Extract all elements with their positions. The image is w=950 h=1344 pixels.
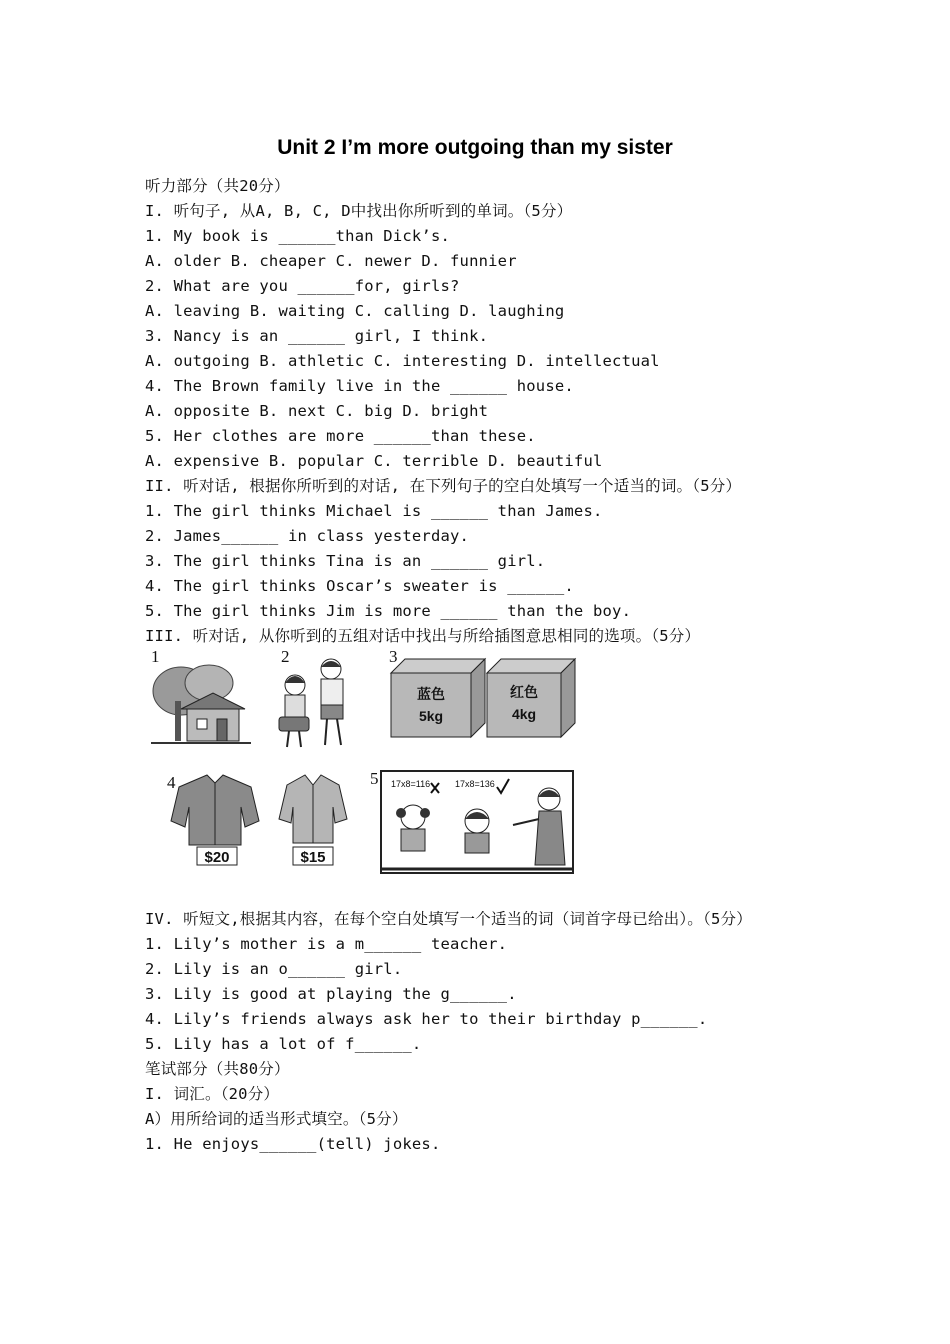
- weight-boxes-illustration: [389, 651, 579, 743]
- question-text: 4. The Brown family live in the ______ house.: [145, 377, 574, 395]
- house-tree-illustration: [151, 661, 251, 751]
- illustrations: [145, 649, 835, 907]
- question-text: 1. He enjoys______(tell) jokes.: [145, 1135, 441, 1153]
- figure-number: 2: [281, 647, 290, 666]
- board-equation: 17x8=136: [455, 779, 495, 789]
- box-weight-label: 4kg: [511, 706, 537, 722]
- page-title: Unit 2 I’m more outgoing than my sister: [277, 136, 673, 159]
- question-text: 4. The girl thinks Oscar’s sweater is ______.: [145, 577, 574, 595]
- vocabulary-heading: I. 词汇。（20分）: [145, 1085, 280, 1103]
- figure-number: 5: [370, 769, 379, 788]
- section-1-heading: I. 听句子, 从A, B, C, D中找出你所听到的单词。（5分）: [145, 202, 573, 220]
- part-a-heading: A）用所给词的适当形式填空。（5分）: [145, 1110, 408, 1128]
- question-text: 2. Lily is an o______ girl.: [145, 960, 403, 978]
- box-color-label: 蓝色: [417, 686, 445, 702]
- question-text: 4. Lily’s friends always ask her to their birthday p______.: [145, 1010, 708, 1028]
- question-options: A. opposite B. next C. big D. bright: [145, 402, 489, 420]
- question-text: 5. The girl thinks Jim is more ______ than the boy.: [145, 602, 632, 620]
- question-text: 3. Lily is good at playing the g______.: [145, 985, 517, 1003]
- price-label: $15: [300, 849, 326, 866]
- box-weight-label: 5kg: [418, 708, 444, 724]
- question-options: A. outgoing B. athletic C. interesting D. intellectual: [145, 352, 660, 370]
- question-text: 1. Lily’s mother is a m______ teacher.: [145, 935, 508, 953]
- jackets-illustration: [167, 771, 357, 867]
- figure-number: 4: [167, 773, 176, 792]
- question-text: 5. Lily has a lot of f______.: [145, 1035, 422, 1053]
- figure-number: 1: [151, 647, 160, 666]
- section-2-heading: II. 听对话, 根据你所听到的对话, 在下列句子的空白处填写一个适当的词。（5分）: [145, 477, 742, 495]
- question-text: 3. The girl thinks Tina is an ______ girl.: [145, 552, 546, 570]
- listening-header: 听力部分（共20分）: [145, 177, 290, 195]
- document-body: [145, 174, 835, 1157]
- section-3-heading: III. 听对话, 从你听到的五组对话中找出与所给插图意思相同的选项。（5分）: [145, 627, 701, 645]
- question-text: 2. What are you ______for, girls?: [145, 277, 460, 295]
- section-4-heading: IV. 听短文,根据其内容，在每个空白处填写一个适当的词（词首字母已给出）。（5分）: [145, 910, 752, 928]
- figure-number: 3: [389, 647, 398, 666]
- question-text: 5. Her clothes are more ______than these.: [145, 427, 536, 445]
- question-text: 2. James______ in class yesterday.: [145, 527, 470, 545]
- question-options: A. expensive B. popular C. terrible D. beautiful: [145, 452, 603, 470]
- two-children-illustration: [273, 655, 363, 753]
- question-text: 3. Nancy is an ______ girl, I think.: [145, 327, 489, 345]
- writing-header: 笔试部分（共80分）: [145, 1060, 290, 1078]
- question-text: 1. The girl thinks Michael is ______ than James.: [145, 502, 603, 520]
- price-label: $20: [204, 849, 230, 866]
- question-text: 1. My book is ______than Dick’s.: [145, 227, 451, 245]
- question-options: A. leaving B. waiting C. calling D. laughing: [145, 302, 565, 320]
- classroom-illustration: [379, 769, 579, 879]
- question-options: A. older B. cheaper C. newer D. funnier: [145, 252, 517, 270]
- box-color-label: 红色: [510, 684, 538, 700]
- board-equation: 17x8=116: [391, 779, 431, 789]
